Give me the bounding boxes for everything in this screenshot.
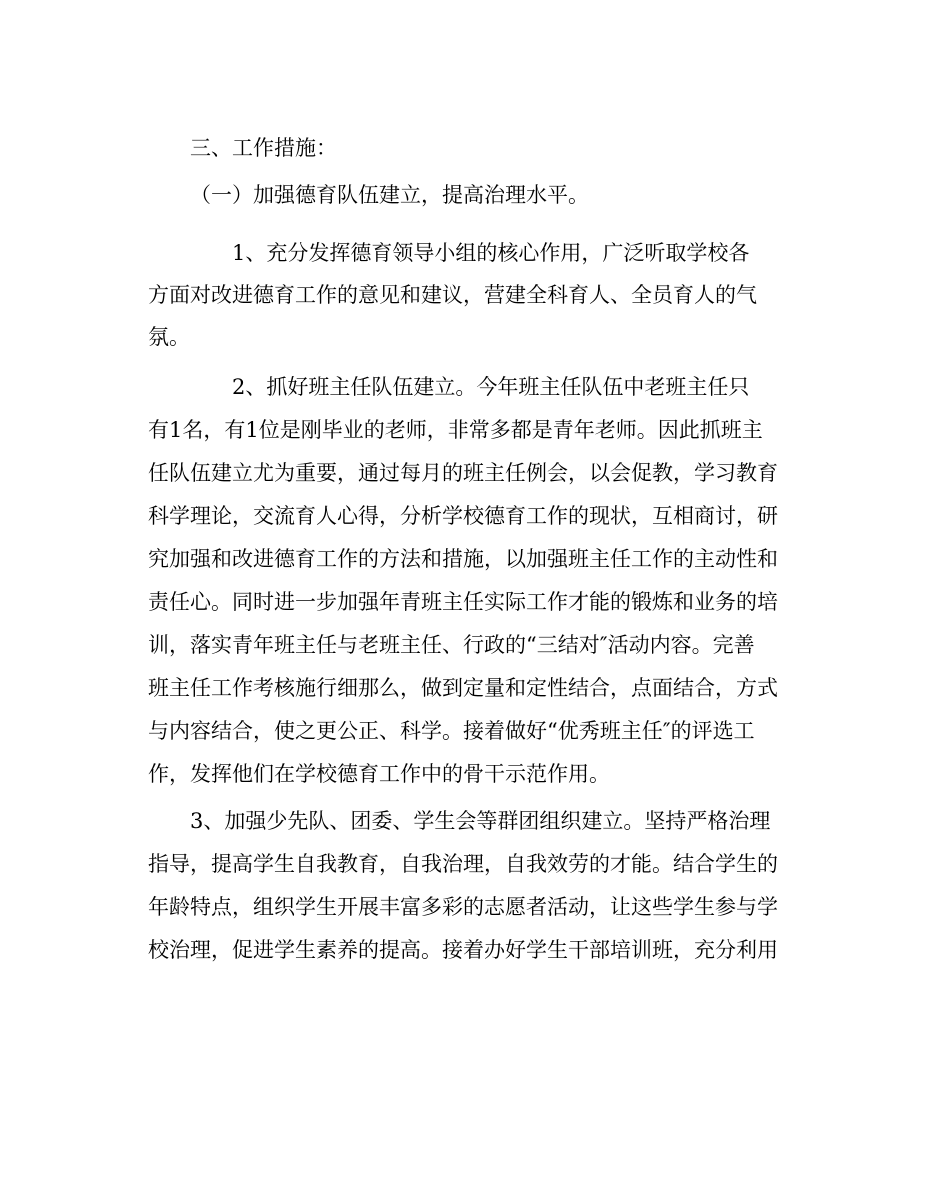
paragraph-line: 氛。: [148, 325, 190, 349]
paragraph-line: 2、抓好班主任队伍建立。今年班主任队伍中老班主任只: [232, 375, 750, 399]
paragraph-line: 与内容结合，使之更公正、科学。接着做好“优秀班主任″的评选工: [148, 719, 755, 743]
paragraph-line: 1、充分发挥德育领导小组的核心作用，广泛听取学校各: [232, 241, 750, 265]
paragraph-line: 任队伍建立尤为重要，通过每月的班主任例会，以会促教，学习教育: [148, 461, 778, 485]
paragraph-line: 科学理论，交流育人心得，分析学校德育工作的现状，互相商讨，研: [148, 504, 778, 528]
paragraph-line: 校治理，促进学生素养的提高。接着办好学生干部培训班，充分利用: [148, 938, 778, 962]
paragraph-line: 作，发挥他们在学校德育工作中的骨干示范作用。: [148, 762, 610, 786]
paragraph-line: 训，落实青年班主任与老班主任、行政的“三结对″活动内容。完善: [148, 633, 755, 657]
paragraph-line: 班主任工作考核施行细那么，做到定量和定性结合，点面结合，方式: [148, 676, 778, 700]
section-heading: 三、工作措施：: [190, 136, 337, 160]
subsection-heading: （一）加强德育队伍建立，提高治理水平。: [190, 183, 589, 207]
paragraph-line: 有1名，有1位是刚毕业的老师，非常多都是青年老师。因此抓班主: [148, 418, 763, 442]
paragraph-line: 责任心。同时进一步加强年青班主任实际工作才能的锻炼和业务的培: [148, 590, 778, 614]
paragraph-line: 方面对改进德育工作的意见和建议，营建全科育人、全员育人的气: [148, 283, 757, 307]
paragraph-line: 指导，提高学生自我教育，自我治理，自我效劳的才能。结合学生的: [148, 852, 778, 876]
paragraph-line: 究加强和改进德育工作的方法和措施，以加强班主任工作的主动性和: [148, 547, 778, 571]
paragraph-line: 3、加强少先队、团委、学生会等群团组织建立。坚持严格治理: [190, 809, 771, 833]
paragraph-line: 年龄特点，组织学生开展丰富多彩的志愿者活动，让这些学生参与学: [148, 895, 778, 919]
